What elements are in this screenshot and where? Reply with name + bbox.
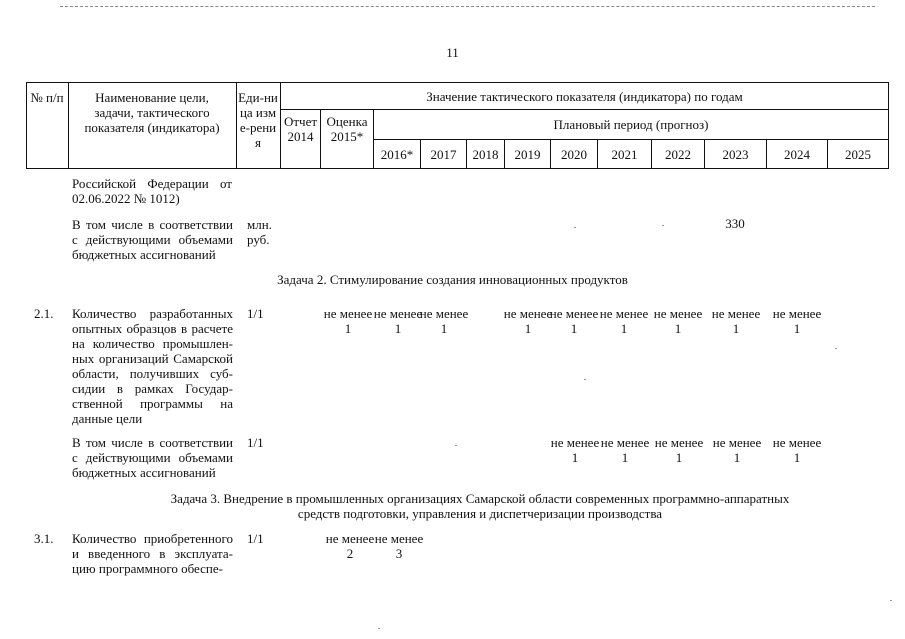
row-3-1-value-2017: не менее 3 bbox=[374, 531, 424, 561]
header-report: Отчет 2014 bbox=[283, 114, 318, 144]
page-number: 11 bbox=[446, 45, 459, 60]
row-2-1b-name: В том числе в соответствии с действующими объемами бюджетных ассигнований bbox=[72, 435, 233, 480]
row-budget-unit: млн. руб. bbox=[247, 217, 272, 247]
row-budget-value-2023: 330 bbox=[725, 216, 745, 231]
row-3-1-num: 3.1. bbox=[34, 531, 54, 546]
header-estimate: Оценка 2015* bbox=[326, 114, 368, 144]
value-cell: не менее 1 bbox=[654, 435, 704, 465]
row-2-1-num: 2.1. bbox=[34, 306, 54, 321]
header-unit: Еди-ница изме-рения bbox=[238, 90, 278, 150]
task-2-heading: Задача 2. Стимулирование создания инновационных продуктов bbox=[277, 272, 628, 287]
value-cell: не менее 1 bbox=[550, 435, 600, 465]
row-budget-name: В том числе в соответствии с действующими объемами бюджетных ассигнований bbox=[72, 217, 233, 262]
value-cell: не менее 1 bbox=[711, 306, 761, 336]
value-cell: не менее 1 bbox=[373, 306, 423, 336]
header-values-title: Значение тактического показателя (индикатора) по годам bbox=[426, 88, 743, 104]
row-3-1-value-2016: не менее 2 bbox=[325, 531, 375, 561]
scan-speck bbox=[890, 600, 892, 601]
year-header: 2024 bbox=[784, 146, 810, 162]
header-plan-title: Плановый период (прогноз) bbox=[553, 117, 709, 132]
scan-speck bbox=[584, 379, 586, 380]
value-cell: не менее 1 bbox=[549, 306, 599, 336]
header-num: № п/п bbox=[30, 90, 64, 105]
continuation-text: Российской Федерации от 02.06.2022 № 1012) bbox=[72, 176, 232, 206]
scan-speck bbox=[574, 227, 576, 228]
value-cell: не менее 1 bbox=[772, 435, 822, 465]
year-header: 2019 bbox=[514, 146, 541, 162]
year-header: 2020 bbox=[561, 146, 587, 162]
value-cell: не менее 1 bbox=[503, 306, 553, 336]
row-3-1-unit: 1/1 bbox=[247, 531, 264, 546]
row-2-1-unit: 1/1 bbox=[247, 306, 264, 321]
scan-speck bbox=[835, 348, 837, 349]
year-header: 2016* bbox=[380, 146, 414, 162]
year-header: 2017 bbox=[430, 146, 457, 162]
header-name: Наименование цели, задачи, тактического показателя (индикатора) bbox=[84, 90, 220, 135]
scan-speck bbox=[455, 445, 457, 446]
value-cell: не менее 1 bbox=[712, 435, 762, 465]
year-header: 2023 bbox=[722, 146, 749, 162]
value-cell: не менее 1 bbox=[419, 306, 469, 336]
value-cell: не менее 1 bbox=[600, 435, 650, 465]
task-3-heading: Задача 3. Внедрение в промышленных организациях Самарской области современных программно-аппаратных средств подготовки, управления и диспетчеризации производства bbox=[170, 491, 790, 521]
year-header: 2022 bbox=[665, 146, 691, 162]
row-2-1-name: Количество разработанных опытных образцов в расчете на количество промышлен-ных организаций Самарской области, получивших суб-сидии в рамках Государ-ственной программы на данные цели bbox=[72, 306, 233, 426]
value-cell: не менее 1 bbox=[653, 306, 703, 336]
top-scan-edge bbox=[60, 6, 875, 7]
scan-speck bbox=[662, 225, 664, 226]
row-3-1-name: Количество приобретенного и введенного в эксплуата-цию программного обеспе- bbox=[72, 531, 233, 576]
year-header: 2025 bbox=[845, 146, 871, 162]
value-cell: не менее 1 bbox=[772, 306, 822, 336]
scan-speck bbox=[378, 628, 380, 629]
row-2-1b-unit: 1/1 bbox=[247, 435, 264, 450]
year-header: 2018 bbox=[472, 146, 499, 162]
value-cell: не менее 1 bbox=[599, 306, 649, 336]
year-header: 2021 bbox=[611, 146, 638, 162]
value-cell: не менее 1 bbox=[323, 306, 373, 336]
